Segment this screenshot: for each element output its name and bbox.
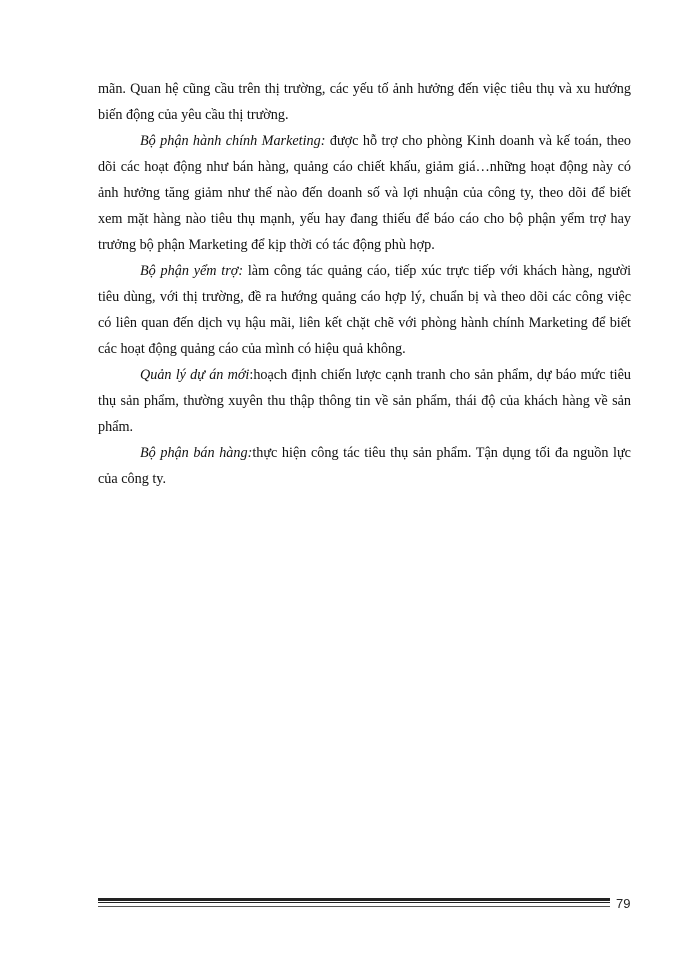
paragraph-new-project-management [98,362,631,440]
paragraph-text: :hoạch định chiến lược cạnh tranh cho sản phẩm, dự báo mức tiêu thụ sản phẩm, thường xuyên thu thập thông tin về sản phẩm, thái độ của khách hàng về sản phẩm. [98,367,632,435]
footer-divider [98,898,610,903]
paragraph-text: làm công tác quảng cáo, tiếp xúc trực tiếp với khách hàng, người tiêu dùng, với thị trường, đề ra hướng quảng cáo hợp lý, chuẩn bị và theo dõi các công việc có liên quan đến dịch vụ hậu mãi, liên kết chặt chẽ với phòng hành chính Marketing để biết các hoạt động quảng cáo của mình có hiệu quả không. [98,263,632,357]
paragraph-lead-in: Bộ phận yểm trợ: [140,263,244,279]
paragraph-text: mãn. Quan hệ cũng cầu trên thị trường, các yếu tố ảnh hưởng đến việc tiêu thụ và xu hướng biến động của yêu cầu thị trường. [98,81,631,123]
paragraph-continuation [98,76,631,128]
paragraph-lead-in: Bộ phận bán hàng: [140,445,253,461]
paragraph-marketing-admin [98,128,631,258]
footer-divider-thin [98,906,610,907]
document-body [98,76,631,492]
paragraph-lead-in: Quản lý dự án mới [140,367,250,383]
paragraph-sales-department [98,440,631,492]
paragraph-lead-in: Bộ phận hành chính Marketing: [140,133,326,149]
page-number: 79 [616,896,631,911]
paragraph-text: được hỗ trợ cho phòng Kinh doanh và kế toán, theo dõi các hoạt động như bán hàng, quảng cáo chiết khấu, giảm giá…những hoạt động này có ảnh hưởng tăng giảm như thế nào đến doanh số và lợi nhuận của công ty, theo dõi để biết xem mặt hàng nào tiêu thụ mạnh, yếu hay đang thiếu để báo cáo cho bộ phận yểm trợ hay trưởng bộ phận Marketing để kịp thời có tác động phù hợp. [98,133,632,253]
paragraph-text: thực hiện công tác tiêu thụ sản phẩm. Tận dụng tối đa nguồn lực của công ty. [98,445,631,487]
paragraph-support-department [98,258,631,362]
